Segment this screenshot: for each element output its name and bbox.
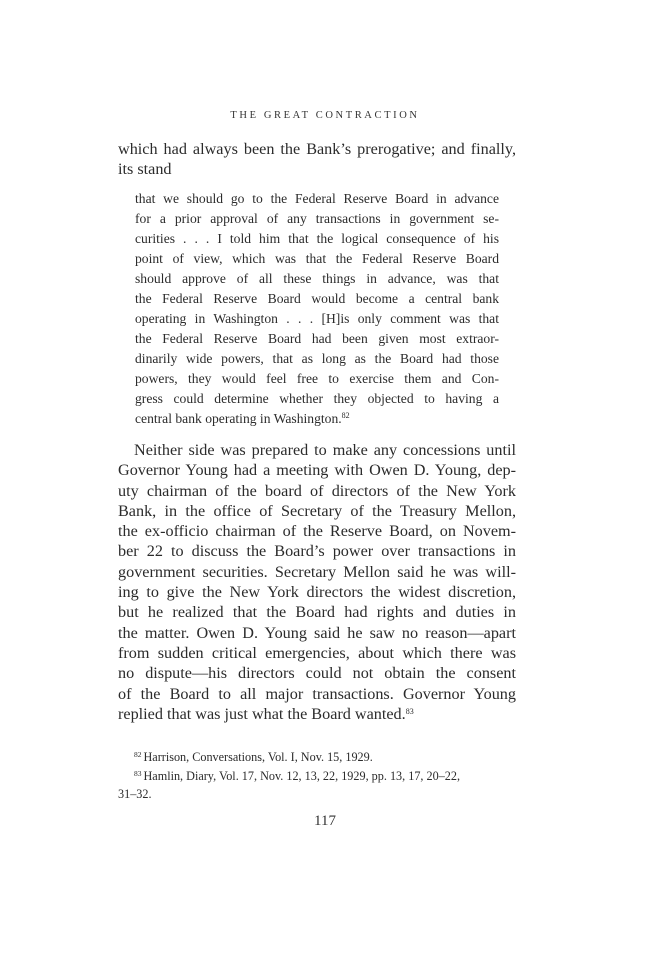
footnote-ref-83[interactable]: 83 (405, 706, 414, 716)
quote-line: dinarily wide powers, that as long as the Board had those (135, 351, 499, 366)
main-line: the ex-officio chairman of the Reserve Board, on Novem- (118, 522, 516, 541)
main-line: government securities. Secretary Mellon said he was will- (118, 562, 516, 581)
intro-line: its stand (118, 160, 172, 179)
main-line: ber 22 to discuss the Board’s power over transactions in (118, 542, 516, 561)
footnote-ref-82[interactable]: 82 (341, 411, 350, 420)
main-last-line (118, 704, 516, 724)
quote-line: that we should go to the Federal Reserve Board in advance (135, 191, 499, 206)
quote-line: central bank operating in Washington. (135, 411, 342, 426)
footnotes (118, 748, 516, 804)
quote-line: operating in Washington . . . [H]is only comment was that (135, 311, 499, 326)
footnote-text: Harrison, Conversations, Vol. I, Nov. 15, 1929. (143, 750, 373, 764)
main-line: but he realized that the Board had rights and duties in (118, 603, 516, 622)
footnote-82 (118, 748, 516, 767)
quote-line: for a prior approval of any transactions in government se- (135, 211, 499, 226)
running-head: THE GREAT CONTRACTION (230, 110, 420, 121)
quote-line: point of view, which was that the Federal Reserve Board (135, 251, 499, 266)
quote-line: curities . . . I told him that the logical consequence of his (135, 231, 499, 246)
quote-line: the Federal Reserve Board would become a central bank (135, 291, 499, 306)
intro-paragraph (118, 139, 516, 180)
footnote-number: 82 (134, 750, 142, 759)
quote-line: powers, they would feel free to exercise them and Con- (135, 371, 499, 386)
quote-line: gress could determine whether they objected to having a (135, 391, 499, 406)
main-line: no dispute—his directors could not obtain the consent (118, 664, 516, 683)
footnote-83 (118, 767, 516, 786)
main-line: uty chairman of the board of directors of the New York (118, 481, 516, 500)
main-line: replied that was just what the Board wanted. (118, 704, 406, 723)
main-line: from sudden critical emergencies, about which there was (118, 643, 516, 662)
footnote-number: 83 (134, 768, 142, 778)
main-line: Governor Young had a meeting with Owen D. Young, dep- (118, 461, 516, 480)
footnote-83-continuation: 31–32. (118, 787, 152, 801)
quote-line: should approve of all these things in advance, was that (135, 271, 499, 286)
page-number: 117 (314, 813, 336, 829)
footnote-text: Hamlin, Diary, Vol. 17, Nov. 12, 13, 22, 1929, pp. 13, 17, 20–22, (143, 768, 461, 783)
main-line: Bank, in the office of Secretary of the Treasury Mellon, (118, 501, 516, 520)
quote-last-line (135, 409, 499, 429)
main-line: of the Board to all major transactions. Governor Young (118, 684, 516, 703)
quote-line: the Federal Reserve Board had been given most extraor- (135, 331, 499, 346)
main-line: the matter. Owen D. Young said he saw no reason—apart (118, 623, 516, 642)
main-line: ing to give the New York directors the widest discretion, (118, 583, 516, 602)
main-line: Neither side was prepared to make any concessions until (134, 441, 516, 459)
intro-line: which had always been the Bank’s prerogative; and finally, (118, 140, 516, 158)
block-quote (135, 189, 499, 429)
main-paragraph (118, 440, 516, 724)
